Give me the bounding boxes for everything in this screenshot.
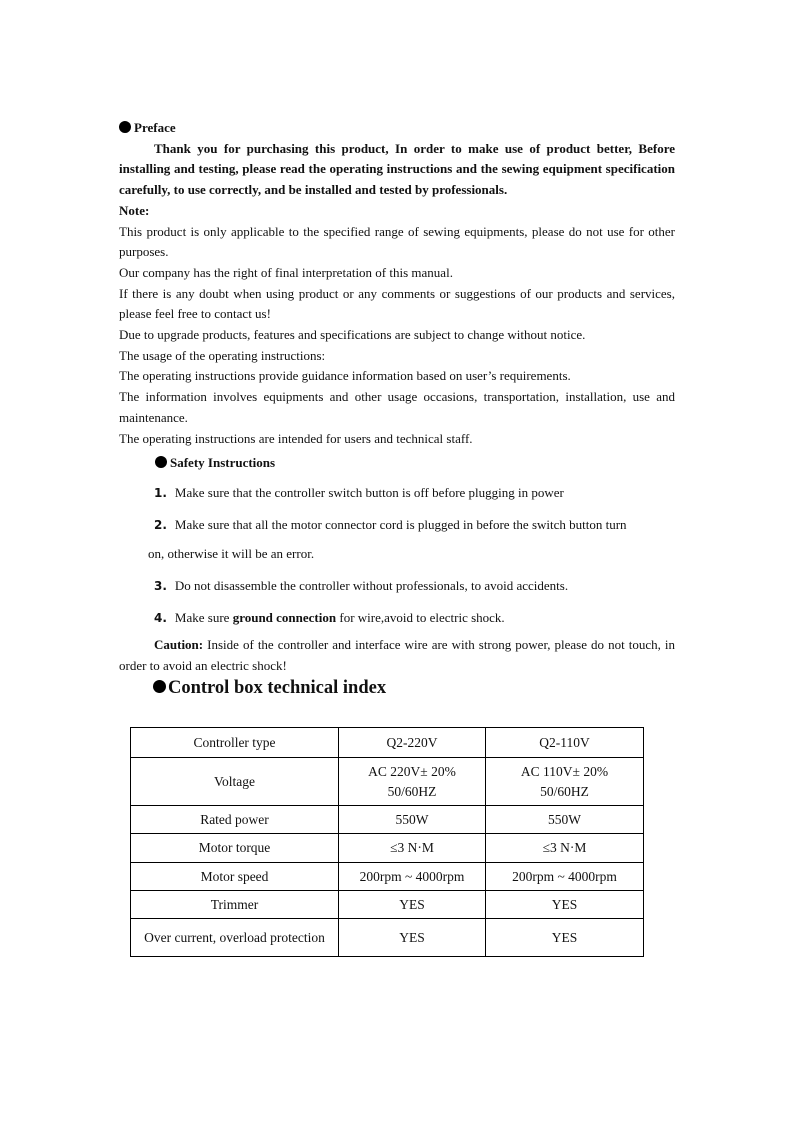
row-label: Over current, overload protection: [131, 919, 339, 957]
row-label: Motor torque: [131, 834, 339, 863]
row-label: Motor speed: [131, 863, 339, 891]
table-cell: ≤3 N·M: [486, 834, 644, 863]
caution-note: [119, 635, 675, 676]
note-item: The information involves equipments and other usage occasions, transportation, installation, use and maintenance.: [119, 389, 675, 425]
safety-title: Safety Instructions: [170, 455, 276, 471]
note-item: Our company has the right of final interpretation of this manual.: [119, 264, 453, 280]
control-box-title: Control box technical index: [168, 678, 387, 698]
cell-line: AC 110V± 20%: [520, 763, 609, 779]
item-text-bold: ground connection: [232, 609, 337, 625]
table-row: [131, 758, 644, 806]
preface-heading: [119, 118, 675, 139]
cell-line: 50/60HZ: [387, 783, 437, 799]
table-cell: 200rpm ~ 4000rpm: [486, 863, 644, 891]
row-label: Rated power: [131, 806, 339, 834]
bullet-icon: [153, 680, 166, 693]
table-row: [131, 806, 644, 834]
item-number: 1.: [154, 485, 167, 500]
item-number: 4.: [154, 610, 167, 625]
table-header-cell: Controller type: [131, 728, 339, 758]
table-row: [131, 863, 644, 891]
row-label: Voltage: [131, 758, 339, 806]
table-row: [131, 834, 644, 863]
table-header-cell: Q2-220V: [339, 728, 486, 758]
caution-label: Caution:: [154, 637, 204, 653]
table-cell: 550W: [486, 806, 644, 834]
table-cell: YES: [339, 919, 486, 957]
cell-line: AC 220V± 20%: [368, 763, 456, 779]
note-item: Due to upgrade products, features and specifications are subject to change without notice.: [119, 327, 586, 343]
bullet-icon: [155, 456, 167, 468]
table-cell: YES: [339, 891, 486, 919]
item-text-before: Make sure: [174, 609, 233, 625]
table-header-cell: Q2-110V: [486, 728, 644, 758]
note-item: The operating instructions are intended for users and technical staff.: [119, 430, 473, 446]
item-text: Make sure that the controller switch button is off before plugging in power: [174, 484, 564, 500]
control-box-heading: [153, 678, 386, 699]
item-number: 3.: [154, 579, 167, 594]
table-cell: 550W: [339, 806, 486, 834]
cell-line: 50/60HZ: [540, 783, 589, 799]
note-label: Note:: [119, 202, 150, 218]
table-cell: YES: [486, 891, 644, 919]
safety-heading: [155, 453, 675, 474]
note-item: This product is only applicable to the specified range of sewing equipments, please do not use for other purposes.: [119, 223, 675, 260]
technical-index-table: [130, 727, 644, 957]
row-label: Trimmer: [131, 891, 339, 919]
table-header-row: [131, 728, 644, 758]
table-row: [131, 919, 644, 957]
note-item: The usage of the operating instructions:: [119, 347, 326, 363]
table-cell: 200rpm ~ 4000rpm: [339, 863, 486, 891]
table-cell: [339, 758, 486, 806]
safety-item-2: [154, 515, 675, 536]
safety-item-1: [154, 483, 675, 504]
item-text: Do not disassemble the controller without professionals, to avoid accidents.: [174, 578, 569, 594]
preface-intro: Thank you for purchasing this product, In order to make use of product better, Before installing and testing, please read the operating instructions and the sewing equipment specification carefully, to use correctly, and be installed and tested by professionals.: [119, 140, 675, 198]
preface-title: Preface: [134, 120, 176, 135]
safety-item-4: [154, 608, 675, 629]
item-text-after: for wire,avoid to electric shock.: [336, 609, 505, 625]
item-number: 2.: [154, 517, 167, 532]
table-cell: ≤3 N·M: [339, 834, 486, 863]
bullet-icon: [119, 121, 131, 133]
note-item: The operating instructions provide guidance information based on user’s requirements.: [119, 368, 571, 384]
preface-section: [119, 118, 675, 677]
safety-item-3: [154, 576, 675, 597]
table-cell: YES: [486, 919, 644, 957]
table-row: [131, 891, 644, 919]
safety-item-2-continuation: on, otherwise it will be an error.: [148, 546, 315, 562]
table-cell: [486, 758, 644, 806]
item-text: Make sure that all the motor connector cord is plugged in before the switch button turn: [174, 516, 627, 532]
caution-text: Inside of the controller and interface wire are with strong power, please do not touch, in order to avoid an electric shock!: [119, 637, 675, 674]
note-item: If there is any doubt when using product or any comments or suggestions of our products and services, please feel free to contact us!: [119, 285, 675, 322]
